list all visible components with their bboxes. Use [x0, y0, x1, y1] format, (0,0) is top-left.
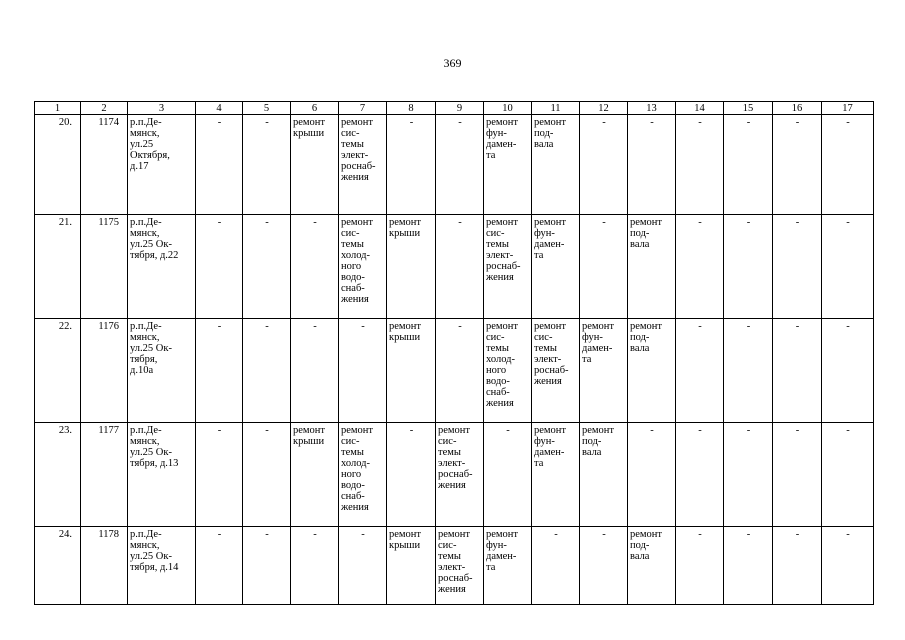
work-cell-col-15 [724, 215, 773, 319]
work-cell-col-14 [676, 215, 724, 319]
cell-text-line: под- [534, 128, 554, 139]
cell-text-line: ул.25 Ок- [130, 551, 172, 562]
cell-text-line: сис- [486, 228, 505, 239]
work-cell-col-16 [773, 423, 822, 527]
work-cell-col-6 [291, 423, 339, 527]
cell-text-line: - [361, 321, 365, 332]
cell-text-line: - [409, 425, 414, 436]
cell-text-line: жения [341, 502, 369, 513]
table-row [35, 215, 874, 319]
work-cell-col-8 [387, 215, 436, 319]
cell-text-line: та [486, 150, 496, 161]
work-cell-col-12 [580, 319, 628, 423]
cell-text-line: - [602, 217, 606, 228]
cell-text-line: мянск, [130, 540, 160, 551]
cell-text-line: ремонт [341, 425, 374, 436]
column-header-6: 6 [291, 102, 339, 115]
work-cell-col-9 [436, 215, 484, 319]
cell-text-line: - [795, 425, 800, 436]
cell-text-line: - [313, 529, 317, 540]
cell-text-line: темы [486, 239, 509, 250]
cell-text-line: ремонт [630, 217, 663, 228]
cell-text-line: - [265, 529, 269, 540]
cell-text-line: - [217, 217, 222, 228]
column-header-2: 2 [81, 102, 128, 115]
cell-text-line: вала [630, 343, 650, 354]
cell-text-line: - [602, 117, 606, 128]
work-cell-col-13 [628, 215, 676, 319]
cell-text-line: под- [630, 540, 650, 551]
work-cell-col-11 [532, 319, 580, 423]
cell-text-line: вала [630, 239, 650, 250]
cell-text-line: - [217, 117, 222, 128]
cell-text-line: вала [582, 447, 602, 458]
cell-text-line: под- [630, 332, 650, 343]
cell-text-line: - [746, 529, 751, 540]
work-cell-col-14 [676, 527, 724, 605]
work-cell-col-9 [436, 319, 484, 423]
work-cell-col-4 [196, 215, 243, 319]
cell-text-line: дамен- [486, 551, 517, 562]
cell-text-line: - [698, 425, 702, 436]
column-header-14: 14 [676, 102, 724, 115]
address-cell [128, 423, 196, 527]
cell-text-line: жения [438, 480, 466, 491]
cell-text-line: сис- [341, 228, 360, 239]
work-cell-col-14 [676, 115, 724, 215]
work-cell-col-17 [822, 319, 874, 423]
work-cell-col-10 [484, 423, 532, 527]
work-cell-col-8 [387, 319, 436, 423]
work-cell-col-16 [773, 115, 822, 215]
work-cell-col-5 [243, 423, 291, 527]
cell-text-line: д.17 [130, 161, 149, 172]
work-cell-col-10 [484, 215, 532, 319]
row-number-cell: 22. [35, 319, 81, 423]
cell-text-line: ремонт [630, 321, 663, 332]
cell-text-line: ремонт [438, 425, 471, 436]
cell-text-line: водо- [341, 272, 365, 283]
work-cell-col-5 [243, 215, 291, 319]
cell-text-line: фун- [534, 436, 555, 447]
row-number-cell: 20. [35, 115, 81, 215]
cell-text-line: - [409, 117, 414, 128]
cell-text-line: ремонт [389, 321, 422, 332]
work-cell-col-7 [339, 215, 387, 319]
work-cell-col-9 [436, 423, 484, 527]
cell-text-line: - [458, 117, 462, 128]
cell-text-line: тября, д.14 [130, 562, 179, 573]
column-header-7: 7 [339, 102, 387, 115]
work-cell-col-17 [822, 527, 874, 605]
cell-text-line: - [846, 117, 850, 128]
work-cell-col-14 [676, 319, 724, 423]
table-row [35, 423, 874, 527]
column-number-header-row [35, 102, 874, 115]
cell-text-line: жения [534, 376, 562, 387]
work-cell-col-17 [822, 423, 874, 527]
column-header-3: 3 [128, 102, 196, 115]
cell-text-line: жения [341, 172, 369, 183]
column-header-9: 9 [436, 102, 484, 115]
work-cell-col-15 [724, 423, 773, 527]
cell-text-line: роснаб- [438, 469, 473, 480]
cell-text-line: снаб- [486, 387, 510, 398]
cell-text-line: ремонт [389, 529, 422, 540]
cell-text-line: р.п.Де- [130, 321, 162, 332]
cell-text-line: - [746, 321, 751, 332]
cell-text-line: ремонт [534, 117, 567, 128]
cell-text-line: ремонт [582, 425, 615, 436]
building-code-cell: 1176 [81, 319, 128, 423]
cell-text-line: сис- [341, 436, 360, 447]
address-cell [128, 527, 196, 605]
cell-text-line: элект- [534, 354, 562, 365]
cell-text-line: холод- [341, 458, 370, 469]
work-cell-col-10 [484, 115, 532, 215]
work-cell-col-9 [436, 115, 484, 215]
cell-text-line: темы [438, 447, 461, 458]
cell-text-line: дамен- [534, 239, 565, 250]
cell-text-line: ного [486, 365, 507, 376]
cell-text-line: роснаб- [486, 261, 521, 272]
cell-text-line: роснаб- [534, 365, 569, 376]
cell-text-line: жения [486, 398, 514, 409]
work-cell-col-11 [532, 115, 580, 215]
work-cell-col-12 [580, 527, 628, 605]
cell-text-line: фун- [582, 332, 603, 343]
cell-text-line: ремонт [534, 321, 567, 332]
cell-text-line: - [746, 425, 751, 436]
cell-text-line: - [698, 321, 702, 332]
cell-text-line: - [795, 117, 800, 128]
work-cell-col-4 [196, 319, 243, 423]
cell-text-line: ремонт [486, 117, 519, 128]
cell-text-line: ул.25 Ок- [130, 447, 172, 458]
table-body [35, 115, 874, 605]
cell-text-line: сис- [438, 436, 457, 447]
cell-text-line: под- [630, 228, 650, 239]
work-cell-col-13 [628, 319, 676, 423]
cell-text-line: р.п.Де- [130, 217, 162, 228]
cell-text-line: - [650, 117, 654, 128]
cell-text-line: темы [341, 139, 364, 150]
cell-text-line: - [846, 529, 850, 540]
cell-text-line: жения [438, 584, 466, 595]
cell-text-line: дамен- [582, 343, 613, 354]
row-number-cell: 24. [35, 527, 81, 605]
cell-text-line: ремонт [389, 217, 422, 228]
cell-text-line: ул.25 Ок- [130, 343, 172, 354]
work-cell-col-16 [773, 215, 822, 319]
cell-text-line: жения [486, 272, 514, 283]
cell-text-line: - [698, 217, 702, 228]
cell-text-line: крыши [293, 436, 325, 447]
cell-text-line: - [458, 217, 462, 228]
work-cell-col-16 [773, 527, 822, 605]
address-cell [128, 215, 196, 319]
row-number-cell: 21. [35, 215, 81, 319]
work-cell-col-10 [484, 527, 532, 605]
building-code-cell: 1174 [81, 115, 128, 215]
cell-text-line: р.п.Де- [130, 529, 162, 540]
work-cell-col-15 [724, 527, 773, 605]
work-cell-col-7 [339, 115, 387, 215]
cell-text-line: та [582, 354, 592, 365]
cell-text-line: - [506, 425, 510, 436]
column-header-13: 13 [628, 102, 676, 115]
cell-text-line: - [795, 321, 800, 332]
cell-text-line: - [554, 529, 558, 540]
cell-text-line: - [361, 529, 365, 540]
work-cell-col-17 [822, 115, 874, 215]
cell-text-line: фун- [534, 228, 555, 239]
cell-text-line: элект- [438, 562, 466, 573]
work-cell-col-7 [339, 319, 387, 423]
cell-text-line: вала [534, 139, 554, 150]
table-row [35, 115, 874, 215]
cell-text-line: дамен- [534, 447, 565, 458]
column-header-12: 12 [580, 102, 628, 115]
work-cell-col-13 [628, 423, 676, 527]
cell-text-line: под- [582, 436, 602, 447]
cell-text-line: снаб- [341, 491, 365, 502]
work-cell-col-5 [243, 115, 291, 215]
cell-text-line: крыши [389, 540, 421, 551]
work-cell-col-5 [243, 319, 291, 423]
work-cell-col-5 [243, 527, 291, 605]
cell-text-line: фун- [486, 128, 507, 139]
work-cell-col-8 [387, 527, 436, 605]
cell-text-line: - [602, 529, 606, 540]
cell-text-line: элект- [486, 250, 514, 261]
cell-text-line: - [313, 321, 317, 332]
cell-text-line: ремонт [582, 321, 615, 332]
cell-text-line: ного [341, 469, 362, 480]
address-cell [128, 319, 196, 423]
cell-text-line: тября, д.13 [130, 458, 179, 469]
work-cell-col-7 [339, 423, 387, 527]
cell-text-line: та [534, 458, 544, 469]
building-code-cell: 1175 [81, 215, 128, 319]
work-cell-col-4 [196, 527, 243, 605]
page-number: 369 [443, 56, 462, 70]
cell-text-line: та [534, 250, 544, 261]
work-cell-col-4 [196, 115, 243, 215]
cell-text-line: ремонт [341, 117, 374, 128]
cell-text-line: - [795, 217, 800, 228]
cell-text-line: ремонт [486, 529, 519, 540]
cell-text-line: ул.25 [130, 139, 154, 150]
cell-text-line: водо- [341, 480, 365, 491]
cell-text-line: - [698, 529, 702, 540]
column-header-5: 5 [243, 102, 291, 115]
work-cell-col-11 [532, 527, 580, 605]
cell-text-line: ремонт [534, 425, 567, 436]
cell-text-line: сис- [438, 540, 457, 551]
cell-text-line: темы [486, 343, 509, 354]
cell-text-line: мянск, [130, 128, 160, 139]
cell-text-line: ремонт [486, 321, 519, 332]
cell-text-line: роснаб- [341, 161, 376, 172]
work-cell-col-4 [196, 423, 243, 527]
cell-text-line: элект- [341, 150, 369, 161]
cell-text-line: холод- [341, 250, 370, 261]
cell-text-line: роснаб- [438, 573, 473, 584]
cell-text-line: ремонт [438, 529, 471, 540]
cell-text-line: дамен- [486, 139, 517, 150]
cell-text-line: холод- [486, 354, 515, 365]
work-cell-col-14 [676, 423, 724, 527]
cell-text-line: крыши [389, 228, 421, 239]
work-cell-col-7 [339, 527, 387, 605]
cell-text-line: - [217, 529, 222, 540]
work-cell-col-6 [291, 319, 339, 423]
cell-text-line: мянск, [130, 436, 160, 447]
cell-text-line: - [846, 321, 850, 332]
work-cell-col-11 [532, 423, 580, 527]
cell-text-line: элект- [438, 458, 466, 469]
work-cell-col-13 [628, 115, 676, 215]
column-header-11: 11 [532, 102, 580, 115]
cell-text-line: - [265, 217, 269, 228]
work-cell-col-8 [387, 115, 436, 215]
cell-text-line: темы [438, 551, 461, 562]
work-cell-col-12 [580, 215, 628, 319]
work-cell-col-6 [291, 215, 339, 319]
row-number-cell: 23. [35, 423, 81, 527]
building-code-cell: 1177 [81, 423, 128, 527]
cell-text-line: - [746, 217, 751, 228]
cell-text-line: - [650, 425, 654, 436]
cell-text-line: ремонт [630, 529, 663, 540]
cell-text-line: - [313, 217, 317, 228]
work-cell-col-15 [724, 319, 773, 423]
cell-text-line: - [795, 529, 800, 540]
cell-text-line: - [265, 117, 269, 128]
cell-text-line: ремонт [293, 425, 326, 436]
work-cell-col-13 [628, 527, 676, 605]
cell-text-line: - [458, 321, 462, 332]
cell-text-line: ремонт [486, 217, 519, 228]
work-cell-col-15 [724, 115, 773, 215]
cell-text-line: та [486, 562, 496, 573]
work-cell-col-9 [436, 527, 484, 605]
cell-text-line: жения [341, 294, 369, 305]
cell-text-line: ул.25 Ок- [130, 239, 172, 250]
cell-text-line: крыши [293, 128, 325, 139]
cell-text-line: мянск, [130, 228, 160, 239]
cell-text-line: - [846, 425, 850, 436]
cell-text-line: - [746, 117, 751, 128]
cell-text-line: сис- [341, 128, 360, 139]
column-header-1: 1 [35, 102, 81, 115]
cell-text-line: - [265, 321, 269, 332]
column-header-4: 4 [196, 102, 243, 115]
cell-text-line: ремонт [293, 117, 326, 128]
table-row [35, 527, 874, 605]
address-cell [128, 115, 196, 215]
work-cell-col-6 [291, 527, 339, 605]
work-cell-col-17 [822, 215, 874, 319]
column-header-17: 17 [822, 102, 874, 115]
column-header-8: 8 [387, 102, 436, 115]
cell-text-line: ного [341, 261, 362, 272]
cell-text-line: фун- [486, 540, 507, 551]
cell-text-line: вала [630, 551, 650, 562]
table-row [35, 319, 874, 423]
cell-text-line: темы [534, 343, 557, 354]
work-cell-col-12 [580, 115, 628, 215]
cell-text-line: темы [341, 447, 364, 458]
cell-text-line: ремонт [341, 217, 374, 228]
cell-text-line: крыши [389, 332, 421, 343]
cell-text-line: сис- [486, 332, 505, 343]
cell-text-line: р.п.Де- [130, 425, 162, 436]
cell-text-line: - [217, 425, 222, 436]
column-header-10: 10 [484, 102, 532, 115]
work-cell-col-10 [484, 319, 532, 423]
cell-text-line: р.п.Де- [130, 117, 162, 128]
work-cell-col-12 [580, 423, 628, 527]
cell-text-line: сис- [534, 332, 553, 343]
cell-text-line: д.10а [130, 365, 154, 376]
cell-text-line: водо- [486, 376, 510, 387]
cell-text-line: - [217, 321, 222, 332]
cell-text-line: - [265, 425, 269, 436]
cell-text-line: темы [341, 239, 364, 250]
cell-text-line: ремонт [534, 217, 567, 228]
building-code-cell: 1178 [81, 527, 128, 605]
cell-text-line: - [846, 217, 850, 228]
cell-text-line: тября, [130, 354, 158, 365]
work-cell-col-11 [532, 215, 580, 319]
work-cell-col-8 [387, 423, 436, 527]
column-header-16: 16 [773, 102, 822, 115]
work-cell-col-6 [291, 115, 339, 215]
cell-text-line: снаб- [341, 283, 365, 294]
work-cell-col-16 [773, 319, 822, 423]
cell-text-line: - [698, 117, 702, 128]
cell-text-line: Октября, [130, 150, 170, 161]
cell-text-line: тября, д.22 [130, 250, 179, 261]
repair-schedule-table [34, 101, 874, 605]
cell-text-line: мянск, [130, 332, 160, 343]
column-header-15: 15 [724, 102, 773, 115]
